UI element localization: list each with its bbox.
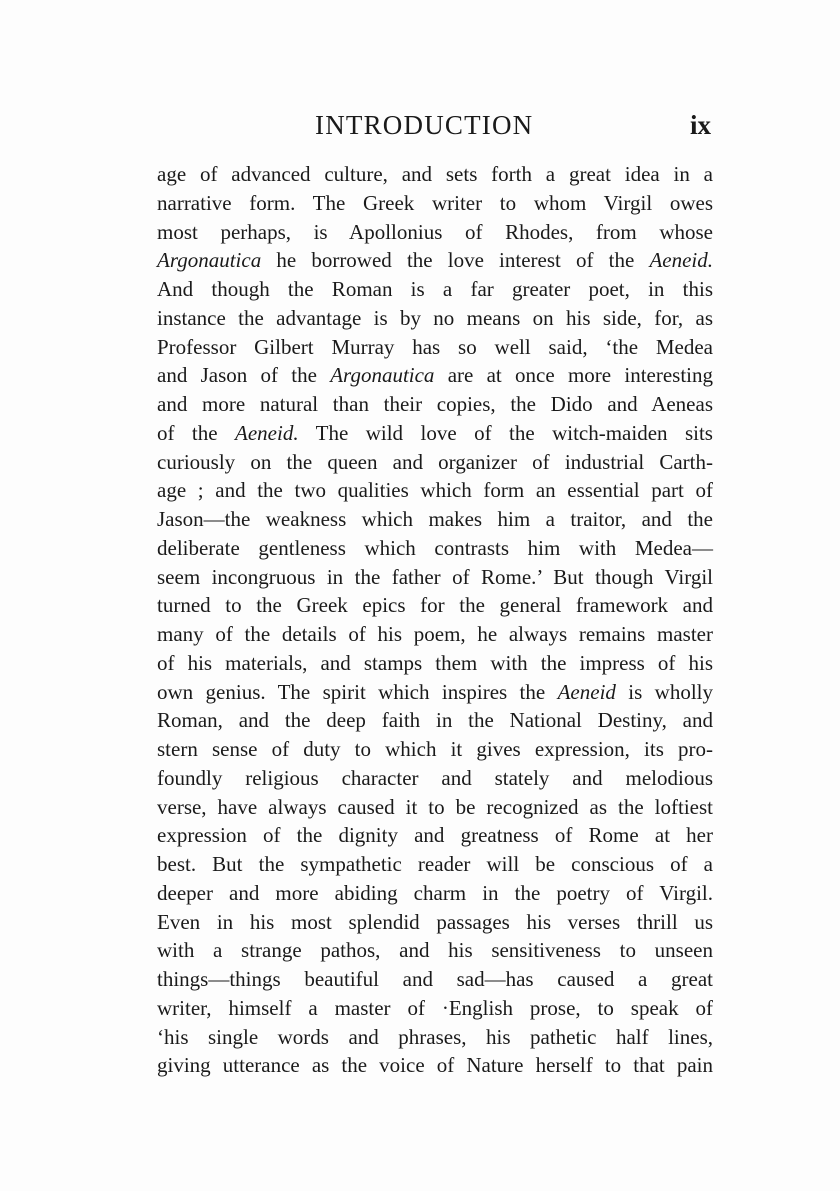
text-line: with a strange pathos, and his sensitiveness to unseen bbox=[157, 938, 713, 963]
text-run: are at once more interesting bbox=[434, 363, 713, 388]
page-number: ix bbox=[689, 110, 711, 140]
text-line bbox=[157, 419, 713, 448]
text-line: Even in his most splendid passages his verses thrill us bbox=[157, 909, 713, 934]
text-line: Jason—the weakness which makes him a traitor, and the bbox=[157, 507, 713, 531]
text-line: verse, have always caused it to be recognized as the loftiest bbox=[157, 794, 713, 819]
text-line bbox=[157, 361, 713, 390]
text-line: curiously on the queen and organizer of industrial Carth- bbox=[157, 449, 713, 474]
text-line: Roman, and the deep faith in the National Destiny, and bbox=[157, 708, 713, 733]
text-line bbox=[157, 246, 713, 275]
italic-title: Aeneid. bbox=[235, 420, 299, 445]
text-line bbox=[157, 678, 713, 707]
text-line: and more natural than their copies, the Dido and Aeneas bbox=[157, 392, 713, 416]
text-line: deliberate gentleness which contrasts him with Medea— bbox=[157, 535, 713, 560]
text-run: own genius. The spirit which inspires the bbox=[157, 679, 558, 704]
text-line: age ; and the two qualities which form an essential part of bbox=[157, 478, 713, 503]
page-header bbox=[157, 110, 713, 146]
text-line: many of the details of his poem, he always remains master bbox=[157, 622, 713, 646]
italic-title: Aeneid. bbox=[649, 248, 713, 273]
text-line: things—things beautiful and sad—has caused a great bbox=[157, 967, 713, 991]
text-run: he borrowed the love interest of the bbox=[261, 248, 650, 273]
text-line: writer, himself a master of ·English prose, to speak of bbox=[157, 995, 713, 1020]
text-line: expression of the dignity and greatness of Rome at her bbox=[157, 823, 713, 848]
text-line: most perhaps, is Apollonius of Rhodes, from whose bbox=[157, 219, 713, 244]
text-run: is wholly bbox=[615, 679, 713, 704]
body-text bbox=[157, 160, 713, 1080]
text-line: of his materials, and stamps them with the impress of his bbox=[157, 650, 713, 675]
text-line: narrative form. The Greek writer to whom Virgil owes bbox=[157, 190, 713, 215]
text-run: of the bbox=[157, 420, 236, 445]
italic-title: Argonautica bbox=[330, 363, 435, 388]
text-line: ‘his single words and phrases, his pathetic half lines, bbox=[157, 1024, 713, 1049]
text-line: age of advanced culture, and sets forth a great idea in a bbox=[157, 162, 713, 186]
text-run: The wild love of the witch-maiden sits bbox=[298, 420, 713, 445]
italic-title: Aeneid bbox=[557, 679, 616, 704]
text-line: deeper and more abiding charm in the poetry of Virgil. bbox=[157, 880, 713, 905]
text-line: giving utterance as the voice of Nature herself to that pain bbox=[157, 1053, 713, 1078]
italic-title: Argonautica bbox=[157, 248, 262, 273]
running-head: INTRODUCTION bbox=[315, 110, 534, 140]
text-line: best. But the sympathetic reader will be conscious of a bbox=[157, 852, 713, 876]
text-line: turned to the Greek epics for the general framework and bbox=[157, 593, 713, 618]
text-line: instance the advantage is by no means on his side, for, as bbox=[157, 305, 713, 330]
text-run: and Jason of the bbox=[157, 363, 331, 388]
text-line: stern sense of duty to which it gives expression, its pro- bbox=[157, 737, 713, 761]
text-line: seem incongruous in the father of Rome.’ But though Virgil bbox=[157, 564, 713, 589]
text-line: foundly religious character and stately and melodious bbox=[157, 765, 713, 790]
text-line: Professor Gilbert Murray has so well said, ‘the Medea bbox=[157, 334, 713, 359]
text-line: And though the Roman is a far greater poet, in this bbox=[157, 277, 713, 301]
